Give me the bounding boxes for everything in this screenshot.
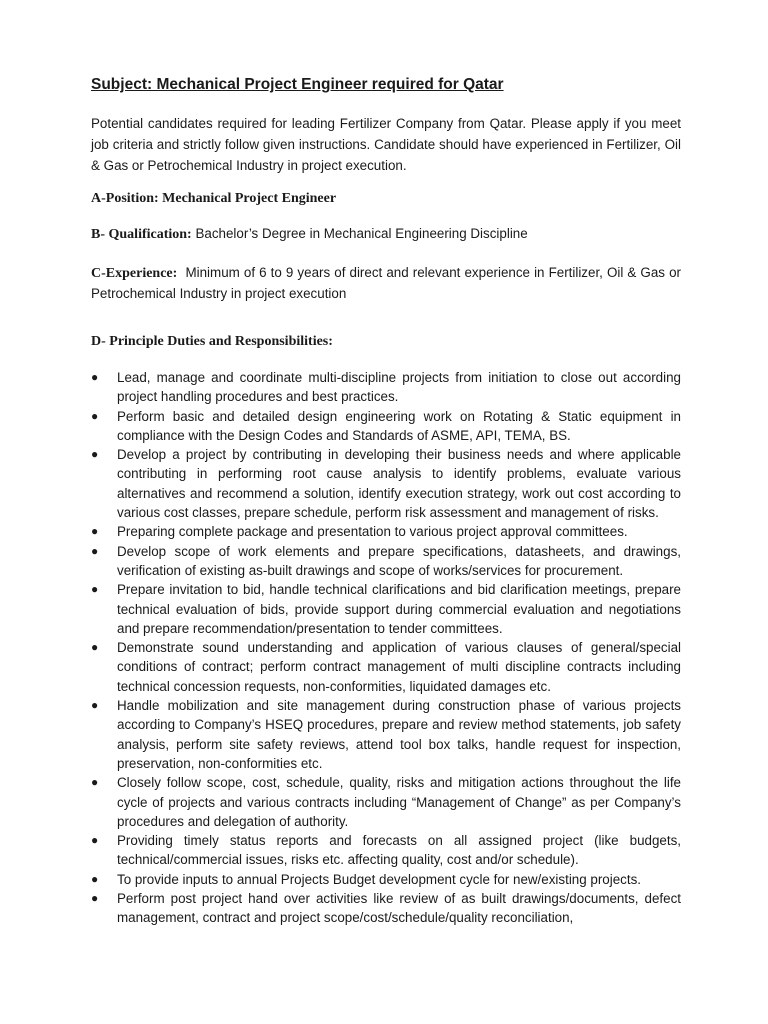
bullet-icon: ● — [91, 408, 99, 423]
duty-text: Develop scope of work elements and prepare specifications, datasheets, and drawings, verification of existing as-built drawings and scope of works/services for procurement. — [117, 543, 681, 578]
duty-item — [91, 696, 681, 773]
duty-text: Closely follow scope, cost, schedule, quality, risks and mitigation actions throughout the life cycle of projects and various contracts including “Management of Change” as per Company’s procedures and delegation of authority. — [117, 775, 681, 829]
duty-item — [91, 445, 681, 522]
duty-text: Perform basic and detailed design engineering work on Rotating & Static equipment in compliance with the Design Codes and Standards of ASME, API, TEMA, BS. — [117, 408, 681, 443]
duty-text: Perform post project hand over activities like review of as built drawings/documents, defect management, contract and project scope/cost/schedule/quality reconciliation, — [117, 891, 681, 926]
duty-item — [91, 542, 681, 581]
experience-paragraph — [91, 263, 681, 304]
bullet-icon: ● — [91, 447, 99, 462]
qualification-line — [91, 226, 528, 243]
duty-text: Demonstrate sound understanding and application of various clauses of general/special conditions of contract; perform contract management of multi discipline contracts including technical concession requests, non-conformities, liquidated damages etc. — [117, 640, 681, 694]
duty-text: Preparing complete package and presentation to various project approval committees. — [117, 524, 628, 540]
duty-item — [91, 870, 681, 889]
duty-item — [91, 368, 681, 407]
bullet-icon: ● — [91, 698, 99, 713]
duty-text: Lead, manage and coordinate multi-discipline projects from initiation to close out according project handling procedures and best practices. — [117, 370, 681, 405]
bullet-icon: ● — [91, 543, 99, 558]
duty-item — [91, 773, 681, 831]
duty-text: Prepare invitation to bid, handle technical clarifications and bid clarification meetings, prepare technical evaluation of bids, provide support during commercial evaluation and negotiations and prepare recommendation/presentation to tender committees. — [117, 582, 681, 636]
duty-item — [91, 407, 681, 446]
duty-item — [91, 580, 681, 638]
duty-item — [91, 638, 681, 696]
bullet-icon: ● — [91, 524, 99, 539]
subject-line: Subject: Mechanical Project Engineer required for Qatar — [91, 76, 504, 93]
bullet-icon: ● — [91, 582, 99, 597]
duties-list — [91, 368, 681, 928]
bullet-icon: ● — [91, 871, 99, 886]
duty-item — [91, 831, 681, 870]
qualification-label: B- Qualification: — [91, 227, 192, 242]
position-heading: A-Position: Mechanical Project Engineer — [91, 191, 337, 206]
duty-item — [91, 522, 681, 541]
bullet-icon: ● — [91, 775, 99, 790]
duty-text: Develop a project by contributing in developing their business needs and where applicable contributing in performing root cause analysis to identify problems, evaluate various alternatives and recommend a solution, identify execution strategy, work out cost according to various cost classes, prepare schedule, perform risk assessment and management of risks. — [117, 447, 681, 521]
duties-heading: D- Principle Duties and Responsibilities: — [91, 334, 333, 349]
experience-value: Minimum of 6 to 9 years of direct and relevant experience in Fertilizer, Oil & Gas or Petrochemical Industry in project execution — [91, 265, 681, 301]
duty-item — [91, 889, 681, 928]
bullet-icon: ● — [91, 833, 99, 848]
duty-text: Handle mobilization and site management during construction phase of various projects according to Company’s HSEQ procedures, prepare and review method statements, job safety analysis, perform site safety reviews, attend tool box talks, handle request for inspection, preservation, non-conformities etc. — [117, 698, 681, 771]
bullet-icon: ● — [91, 370, 99, 384]
experience-label: C-Experience: — [91, 266, 178, 281]
intro-paragraph: Potential candidates required for leading Fertilizer Company from Qatar. Please apply if you meet job criteria and strictly follow given instructions. Candidate should have experienced in Fertilizer, Oil & Gas or Petrochemical Industry in project execution. — [91, 116, 681, 173]
duty-text: Providing timely status reports and forecasts on all assigned project (like budgets, technical/commercial issues, risks etc. affecting quality, cost and/or schedule). — [117, 833, 681, 868]
qualification-value: Bachelor’s Degree in Mechanical Engineering Discipline — [195, 226, 528, 241]
bullet-icon: ● — [91, 640, 99, 655]
bullet-icon: ● — [91, 891, 99, 906]
duty-text: To provide inputs to annual Projects Budget development cycle for new/existing projects. — [117, 871, 642, 887]
